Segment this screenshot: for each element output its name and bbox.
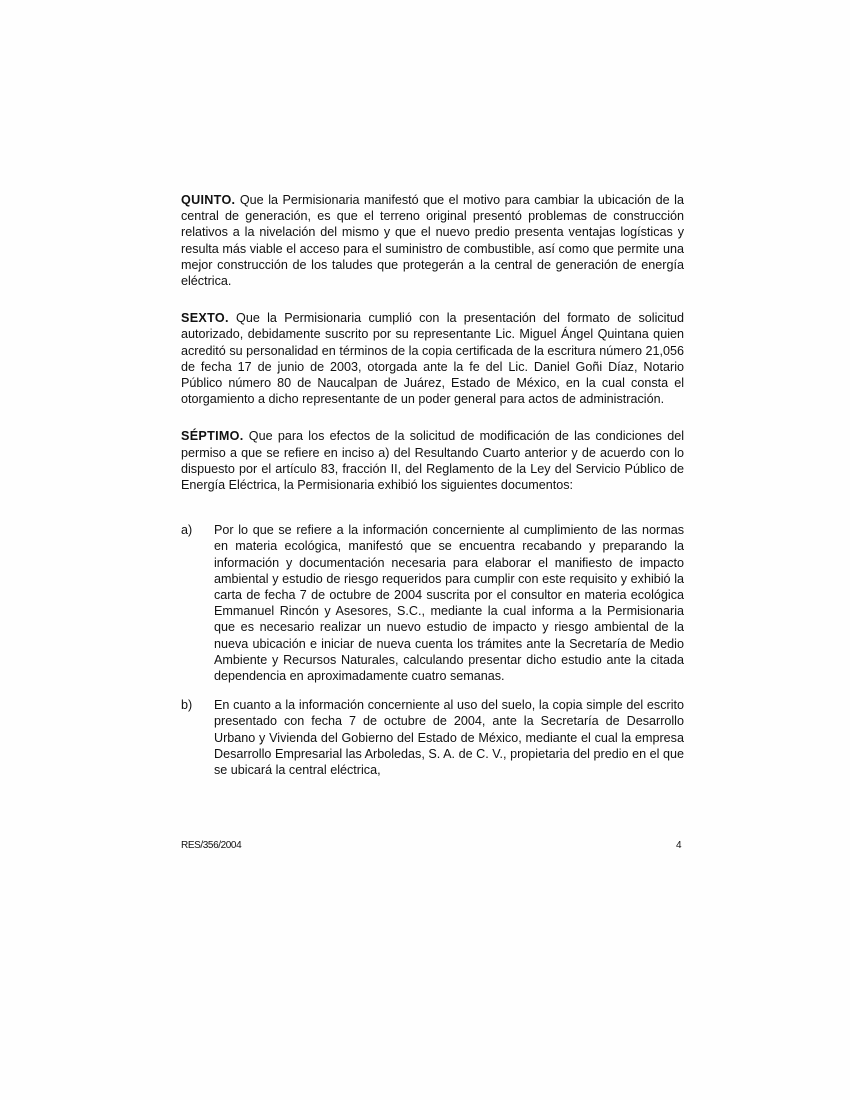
paragraph-heading: SEXTO. xyxy=(181,311,229,326)
paragraph-septimo xyxy=(181,428,684,493)
document-body xyxy=(181,192,684,791)
paragraph-text: Que la Permisionaria manifestó que el motivo para cambiar la ubicación de la central de generación, es que el terreno original presentó problemas de construcción relativos a la nivelación del mismo y que el nuevo predio presenta ventajas logísticas y resulta más viable el acceso para el suministro de combustible, así como que permite una mejor construcción de los taludes que protegerán a la central de generación de energía eléctrica. xyxy=(181,193,684,289)
list-item-b xyxy=(181,697,684,778)
paragraph-text: Que para los efectos de la solicitud de modificación de las condiciones del permiso a que se refiere en inciso a) del Resultando Cuarto anterior y de acuerdo con lo dispuesto por el artículo 83, fracción II, del Reglamento de la Ley del Servicio Público de Energía Eléctrica, la Permisionaria exhibió los siguientes documentos: xyxy=(181,429,684,493)
list-item-label: b) xyxy=(181,698,193,713)
list-item-text: En cuanto a la información concerniente al uso del suelo, la copia simple del escrito presentado con fecha 7 de octubre de 2004, ante la Secretaría de Desarrollo Urbano y Vivienda del Gobierno del Estado de México, mediante el cual la empresa Desarrollo Empresarial las Arboledas, S. A. de C. V., propietaria del predio en el que se ubicará la central eléctrica, xyxy=(214,698,684,778)
paragraph-heading: SÉPTIMO. xyxy=(181,429,244,444)
list-item-label: a) xyxy=(181,523,193,538)
list-item-a xyxy=(181,522,684,684)
list-item-text: Por lo que se refiere a la información concerniente al cumplimiento de las normas en materia ecológica, manifestó que se encuentra recabando y preparando la información y documentación necesaria para elaborar el manifiesto de impacto ambiental y estudio de riesgo requeridos para cumplir con este requisito y exhibió la carta de fecha 7 de octubre de 2004 suscrita por el consultor en materia ecológica Emmanuel Rincón y Asesores, S.C., mediante la cual informa a la Permisionaria que es necesario realizar un nuevo estudio de impacto y riesgo ambiental de la nueva ubicación e iniciar de nueva cuenta los trámites ante la Secretaría de Medio Ambiente y Recursos Naturales, calculando presentar dicho estudio ante la citada dependencia en aproximadamente cuatro semanas. xyxy=(214,523,684,684)
footer-reference: RES/356/2004 xyxy=(181,840,242,851)
paragraph-quinto xyxy=(181,192,684,289)
paragraph-sexto xyxy=(181,310,684,407)
document-list xyxy=(181,522,684,778)
page-number: 4 xyxy=(676,840,682,851)
paragraph-heading: QUINTO. xyxy=(181,193,236,207)
paragraph-text: Que la Permisionaria cumplió con la presentación del formato de solicitud autorizado, debidamente suscrito por su representante Lic. Miguel Ángel Quintana quien acreditó su personalidad en términos de la copia certificada de la escritura número 21,056 de fecha 17 de junio de 2003, otorgada ante la fe del Lic. Daniel Goñi Díaz, Notario Público número 80 de Naucalpan de Juárez, Estado de México, en la cual consta el otorgamiento a dicho representante de un poder general para actos de administración. xyxy=(181,311,684,407)
